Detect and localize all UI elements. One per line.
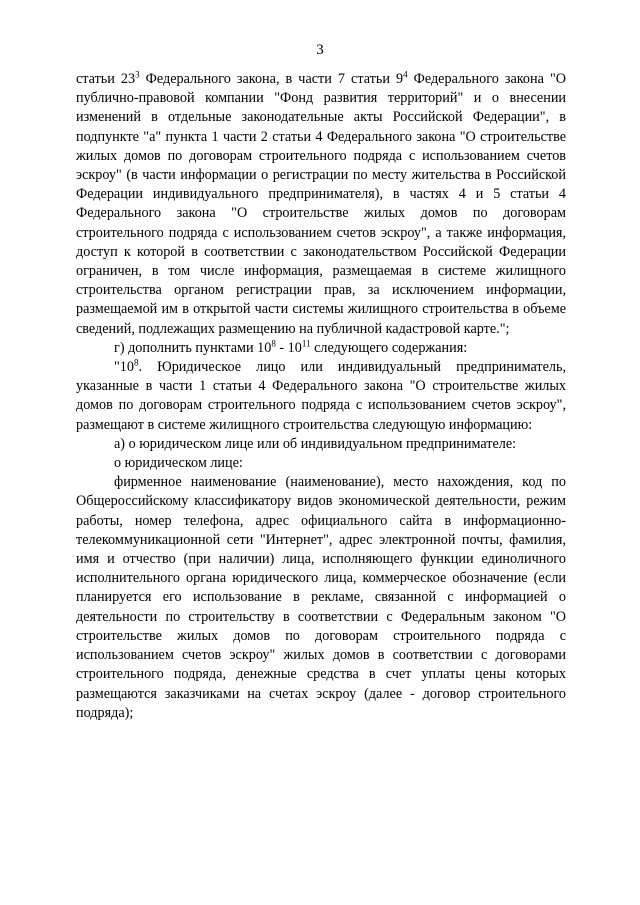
text-run: Федерального закона "О публично-правовой компании "Фонд развития территорий" и о внесении изменений в отдельные законодательные акты Российской Федерации", в подпункте "а" пункта 1 части 2 статьи 4 Федерального закона "О строительстве жилых домов по договорам строительного подряда с использованием счетов эскроу" (в части информации о регистрации по месту жительства в Российской Федерации индивидуального предпринимателя), в частях 4 и 5 статьи 4 Федерального закона "О строительстве жилых домов по договорам строительного подряда с использованием счетов эскроу", а также информация, доступ к которой в соответствии с законодательством Российской Федерации ограничен, в том числе информация, размещаемая в системе жилищного строительства органом регистрации прав, за исключением информации, размещаемой им в открытой части системы жилищного строительства в объеме сведений, подлежащих размещению на публичной кадастровой карте."; bbox=[76, 71, 566, 337]
paragraph-continuation bbox=[76, 70, 566, 339]
text-run: "10 bbox=[114, 359, 134, 376]
paragraph-subitem-a: а) о юридическом лице или об индивидуальном предпринимателе: bbox=[114, 435, 517, 452]
text-run: Федерального закона, в части 7 статьи 9 bbox=[139, 71, 404, 87]
text-run: статьи 23 bbox=[76, 71, 136, 87]
paragraph-point-10-8 bbox=[76, 358, 566, 435]
text-run: следующего содержания: bbox=[310, 339, 468, 356]
superscript: 4 bbox=[403, 69, 408, 80]
superscript: 11 bbox=[301, 338, 311, 349]
text-run: г) дополнить пунктами 10 bbox=[114, 339, 272, 356]
text-run: . Юридическое лицо или индивидуальный предприниматель, указанные в части 1 статьи 4 Федерального закона "О строительстве жилых домов по договорам строительного подряда с использованием счетов эскроу", размещают в системе жилищного строительства следующую информацию: bbox=[76, 359, 566, 433]
paragraph-legal-entity: о юридическом лице: bbox=[114, 455, 243, 472]
page-number: 3 bbox=[316, 42, 324, 58]
document-body bbox=[76, 70, 566, 723]
superscript: 8 bbox=[133, 357, 139, 368]
paragraph-legal-entity-details: фирменное наименование (наименование), место нахождения, код по Общероссийскому классификатору видов экономической деятельности, режим работы, номер телефона, адрес официального сайта в информационно-телекоммуникационной сети "Интернет", адрес электронной почты, фамилия, имя и отчество (при наличии) лица, исполняющего функции единоличного исполнительного органа юридического лица, коммерческое обозначение (если планируется его использование в рекламе, связанной с информацией о деятельности по строительству в соответствии с Федеральным законом "О строительстве жилых домов по договорам строительного подряда с использованием счетов эскроу" жилых домов в соответствии с договорами строительного подряда, денежные средства в счет уплаты цены которых размещаются заказчиками на счетах эскроу (далее - договор строительного подряда); bbox=[76, 474, 566, 721]
superscript: 8 bbox=[271, 338, 276, 349]
superscript: 3 bbox=[135, 69, 140, 80]
text-run: - 10 bbox=[275, 339, 302, 356]
paragraph-subitem-g bbox=[76, 339, 566, 358]
